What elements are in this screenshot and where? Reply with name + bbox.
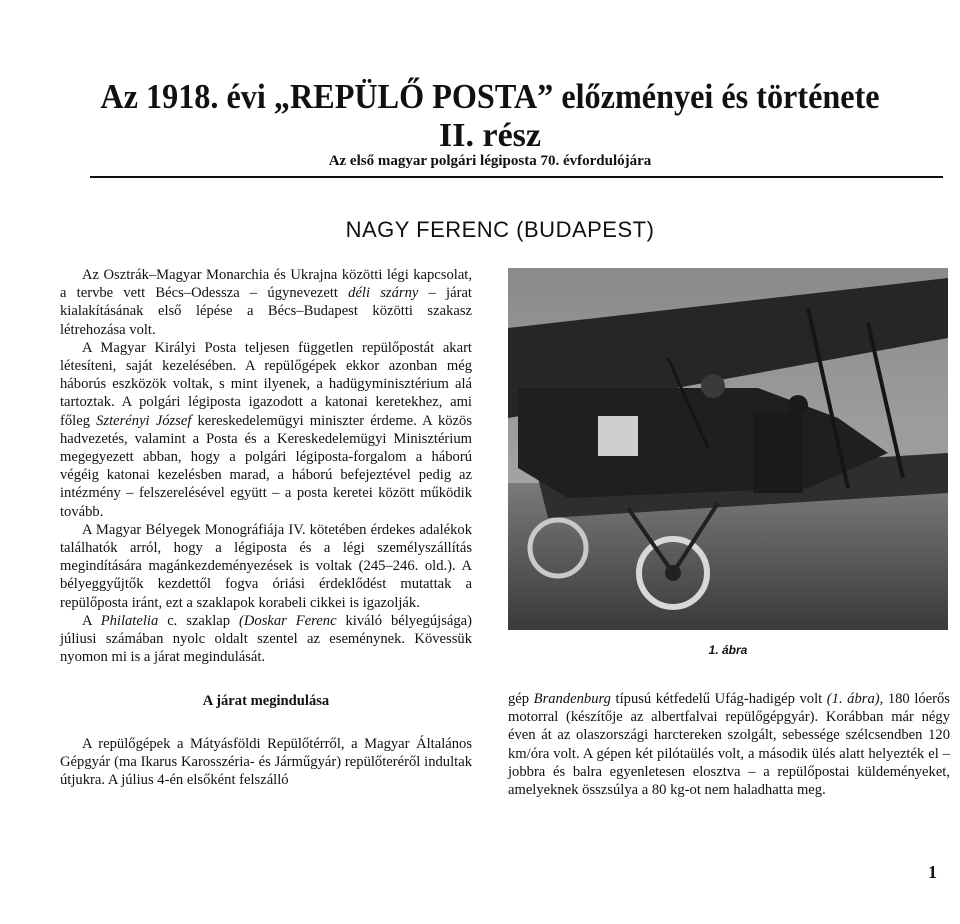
left-column bbox=[60, 266, 472, 789]
article-part: II. rész bbox=[439, 117, 541, 154]
paragraph-2: A Magyar Királyi Posta teljesen független repülőpostát akart létesíteni, saját kezelésében. A repülőgépek ekkor azonban még háborús eszközök voltak, s mint ilyenek, a hadügyminisztérium alá tartoztak. A polgári légiposta igazodott a katonai keretekhez, ami főleg Szterényi József kereskedelemügyi miniszter érdeme. A közös hadvezetés, valamint a Posta és a Kereskedelemügyi Minisztérium megegyezett abban, hogy a polgári légiposta-forgalom a háború végéig katonai kezelésben marad, a háború befejeztével pedig az intézmény – felszerelésével együtt – a posta keretei között működik tovább. bbox=[60, 339, 473, 520]
article-title: Az 1918. évi „REPÜLŐ POSTA” előzményei és története bbox=[100, 77, 880, 116]
page-number: 1 bbox=[928, 862, 937, 882]
biplane-photo bbox=[508, 268, 948, 630]
paragraph-1: Az Osztrák–Magyar Monarchia és Ukrajna közötti légi kapcsolat, a tervbe vett Bécs–Odessza – úgynevezett déli szárny – járat kialakításának első lépése a Bécs–Budapest közötti szakasz létrehozása volt. bbox=[60, 267, 472, 338]
paragraph-4: A Philatelia c. szaklap (Doskar Ferenc kiváló bélyegújsága) júliusi számában nyolc oldalt szentel az eseménynek. Kövessük nyomon mi is a járat megindulását. bbox=[60, 612, 472, 666]
article-subtitle: Az első magyar polgári légiposta 70. évfordulójára bbox=[328, 153, 652, 169]
pilot-figure bbox=[701, 374, 725, 398]
right-column bbox=[508, 690, 950, 799]
mechanic-head bbox=[788, 395, 808, 415]
article-author: NAGY FERENC (BUDAPEST) bbox=[345, 217, 655, 242]
fuselage-marking bbox=[598, 416, 638, 456]
figure-caption: 1. ábra bbox=[708, 643, 748, 657]
header-rule bbox=[90, 176, 943, 178]
right-paragraph: gép Brandenburg típusú kétfedelű Ufág-hadigép volt (1. ábra), 180 lóerős motorral (készítője az albertfalvai repülőgépgyár). Korábban már négy éven át az olaszországi harctereken szolgált, sebessége szélcsendben 120 km/óra volt. A gépen két pilótaülés volt, a második ülés alatt helyezték el – jobbra és balra egyenletesen elosztva – a repülőpostai küldeményeket, amelyeknek összsúlya a 80 kg-ot nem haladhatta meg. bbox=[508, 691, 950, 799]
biplane-photo-drawing bbox=[508, 268, 948, 630]
mechanic-figure bbox=[753, 413, 803, 493]
paragraph-5: A repülőgépek a Mátyásföldi Repülőtérről, a Magyar Általános Gépgyár (ma Ikarus Karosszéria- és Járműgyár) repülőteréről indultak útjukra. A július 4-én elsőként felszálló bbox=[60, 735, 472, 789]
paragraph-3: A Magyar Bélyegek Monográfiája IV. kötetében érdekes adalékok találhatók arról, hogy a légiposta és a légi személyszállítás megindítására magánkezdeményezések is voltak (245–246. old.). A bélyeggyűjtők kezdettől fogva óriási érdeklődést mutattak a repülőposta iránt, ezt a szaklapok korabeli cikkei is igazolják. bbox=[60, 521, 472, 611]
section-heading: A járat megindulása bbox=[202, 693, 330, 710]
